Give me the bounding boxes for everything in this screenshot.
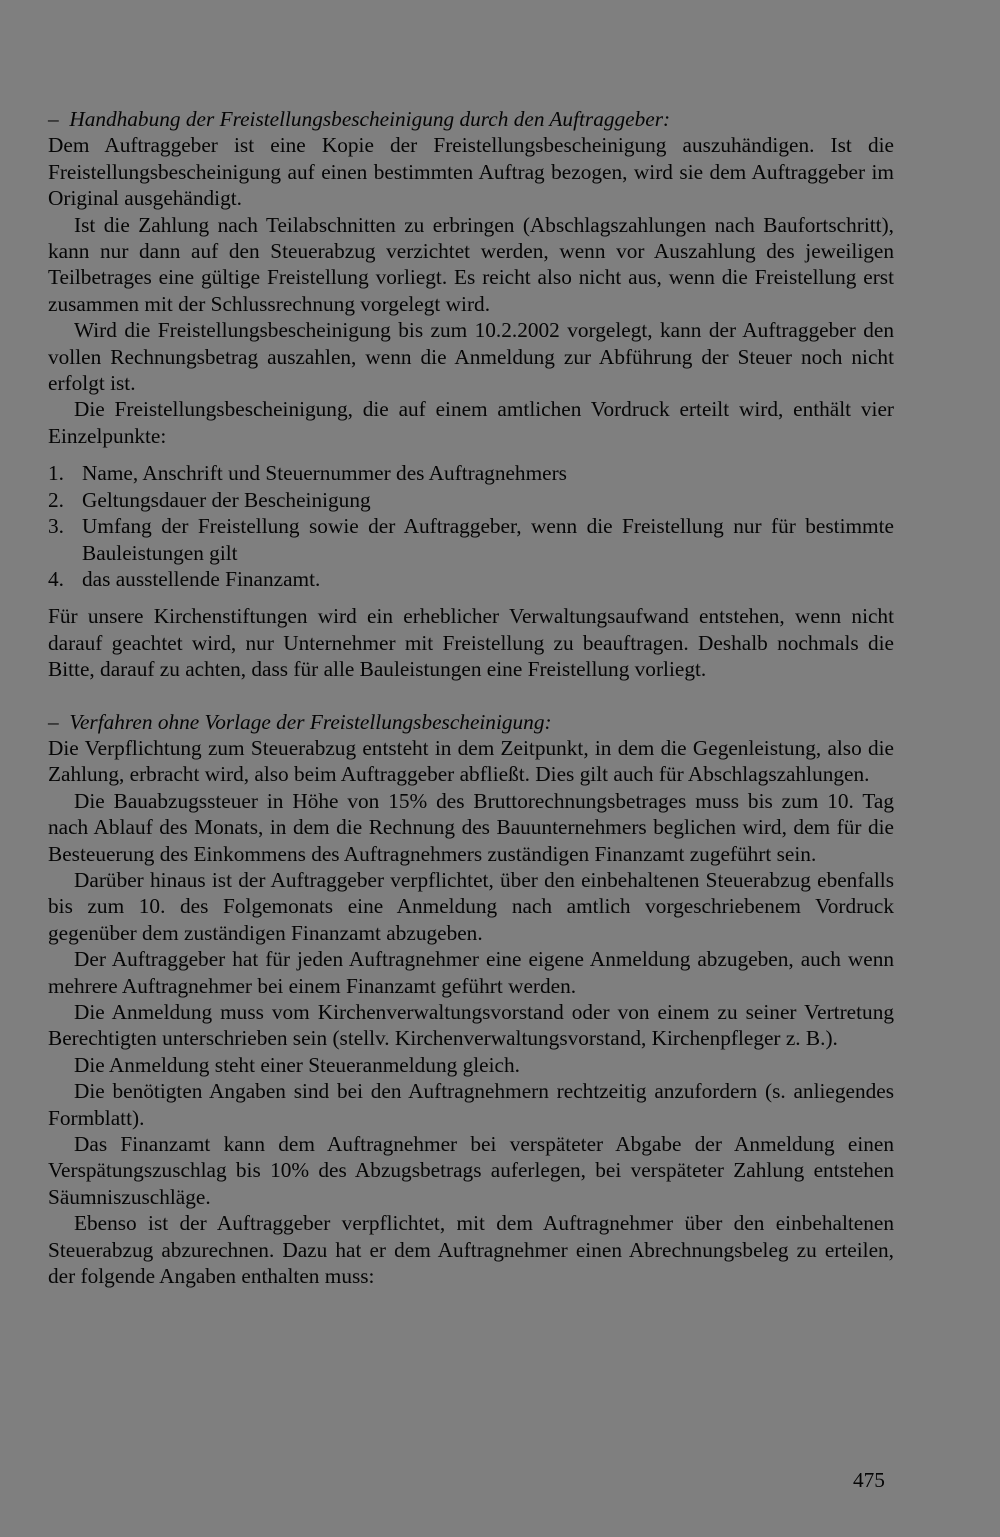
list-item xyxy=(48,487,894,513)
spacer xyxy=(48,449,894,460)
numbered-list xyxy=(48,460,894,592)
list-number: 4. xyxy=(48,566,64,591)
list-text: Name, Anschrift und Steuernummer des Auftragnehmers xyxy=(82,461,567,486)
paragraph: Dem Auftraggeber ist eine Kopie der Freistellungsbescheinigung auszuhändigen. Ist die Freistellungsbescheinigung auf einen bestimmten Auftrag bezogen, wird sie dem Auftraggeber im Original ausgehändigt. xyxy=(48,133,894,211)
spacer xyxy=(48,683,894,709)
list-text: Geltungsdauer der Bescheinigung xyxy=(82,487,371,512)
paragraph: Die Anmeldung steht einer Steueranmeldung gleich. xyxy=(74,1052,520,1077)
paragraph: Wird die Freistellungsbescheinigung bis zum 10.2.2002 vorgelegt, kann der Auftraggeber den vollen Rechnungsbetrag auszahlen, wenn die Anmeldung zur Abführung der Steuer noch nicht erfolgt ist. xyxy=(48,318,894,396)
paragraph: Ist die Zahlung nach Teilabschnitten zu erbringen (Abschlagszahlungen nach Baufortschritt), kann nur dann auf den Steuerabzug verzichtet werden, wenn vor Auszahlung des jeweiligen Teilbetrages eine gültige Freistellung vorliegt. Es reicht also nicht aus, wenn die Freistellung erst zusammen mit der Schlussrechnung vorgelegt wird. xyxy=(48,212,894,316)
heading-dash: – xyxy=(48,107,59,131)
paragraph: Der Auftraggeber hat für jeden Auftragnehmer eine eigene Anmeldung abzugeben, auch wenn mehrere Auftragnehmer bei einem Finanzamt geführt werden. xyxy=(48,947,894,998)
spacer xyxy=(48,592,894,603)
list-number: 2. xyxy=(48,487,64,512)
document-page xyxy=(48,106,894,1289)
heading-dash: – xyxy=(48,709,59,734)
list-number: 1. xyxy=(48,461,64,486)
list-text: das ausstellende Finanzamt. xyxy=(82,566,321,591)
paragraph: Darüber hinaus ist der Auftraggeber verpflichtet, über den einbehaltenen Steuerabzug ebenfalls bis zum 10. des Folgemonats eine Anmeldung nach amtlich vorgeschriebenem Vordruck gegenüber dem zuständigen Finanzamt abzugeben. xyxy=(48,867,894,945)
paragraph: Die Verpflichtung zum Steuerabzug entsteht in dem Zeitpunkt, in dem die Gegenleistung, also die Zahlung, erbracht wird, also beim Auftraggeber abfließt. Dies gilt auch für Abschlagszahlungen. xyxy=(48,735,894,787)
paragraph: Für unsere Kirchenstiftungen wird ein erheblicher Verwaltungsaufwand entstehen, wenn nicht darauf geachtet wird, nur Unternehmer mit Freistellung zu beauftragen. Deshalb nochmals die Bitte, darauf zu achten, dass für alle Bauleistungen eine Freistellung vorliegt. xyxy=(48,604,894,682)
list-item xyxy=(48,566,894,592)
list-item xyxy=(48,513,894,566)
paragraph: Die benötigten Angaben sind bei den Auftragnehmern rechtzeitig anzufordern (s. anliegendes Formblatt). xyxy=(48,1079,894,1130)
paragraph: Ebenso ist der Auftraggeber verpflichtet, mit dem Auftragnehmer über den einbehaltenen Steuerabzug abzurechnen. Dazu hat er dem Auftragnehmer einen Abrechnungsbeleg zu erteilen, der folgende Angaben enthalten muss: xyxy=(48,1211,894,1289)
heading-text: Verfahren ohne Vorlage der Freistellungsbescheinigung: xyxy=(69,709,552,734)
section-heading-handhabung xyxy=(48,106,894,132)
list-item xyxy=(48,460,894,486)
list-number: 3. xyxy=(48,514,64,539)
section-heading-verfahren xyxy=(48,709,894,735)
paragraph: Das Finanzamt kann dem Auftragnehmer bei verspäteter Abgabe der Anmeldung einen Verspätungszuschlag bis 10% des Abzugsbetrags auferlegen, bei verspäteter Zahlung entstehen Säumniszuschläge. xyxy=(48,1132,894,1209)
heading-text: Handhabung der Freistellungsbescheinigung durch den Auftraggeber: xyxy=(69,107,671,131)
paragraph: Die Freistellungsbescheinigung, die auf einem amtlichen Vordruck erteilt wird, enthält vier Einzelpunkte: xyxy=(48,397,894,448)
paragraph: Die Anmeldung muss vom Kirchenverwaltungsvorstand oder von einem zu seiner Vertretung Berechtigten unterschrieben sein (stellv. Kirchenverwaltungsvorstand, Kirchenpfleger z. B.). xyxy=(48,1000,894,1051)
list-text: Umfang der Freistellung sowie der Auftraggeber, wenn die Freistellung nur für bestimmte Bauleistungen gilt xyxy=(82,514,894,565)
paragraph: Die Bauabzugssteuer in Höhe von 15% des Bruttorechnungsbetrages muss bis zum 10. Tag nach Ablauf des Monats, in dem die Rechnung des Bauunternehmers beglichen wird, dem für die Besteuerung des Einkommens des Auftragnehmers zuständigen Finanzamt zugeführt sein. xyxy=(48,788,894,866)
page-number: 475 xyxy=(853,1468,885,1492)
